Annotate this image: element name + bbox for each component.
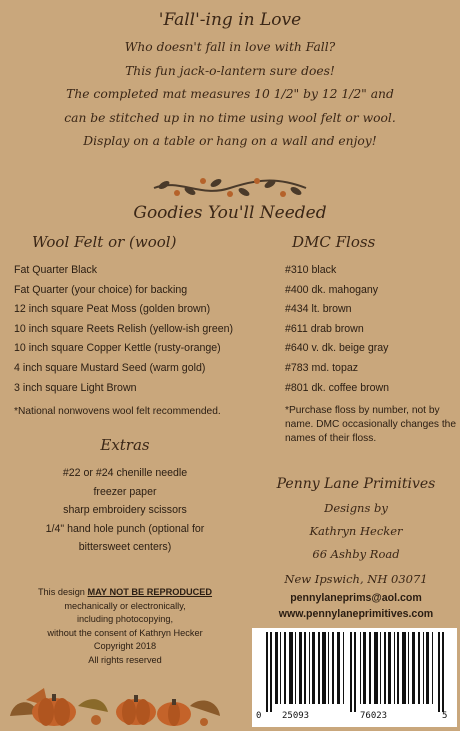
no-reproduce-warning: MAY NOT BE REPRODUCED (87, 587, 213, 597)
list-item: 10 inch square Reets Relish (yellow-ish green) (14, 322, 234, 335)
copyright-disclaimer (10, 586, 240, 667)
list-item: Fat Quarter (your choice) for backing (14, 283, 188, 296)
barcode-digit: 0 (256, 711, 262, 721)
disclaimer-line: including photocopying, (76, 614, 174, 624)
list-item: sharp embroidery scissors (63, 504, 187, 517)
disclaimer-line: Copyright 2018 (93, 641, 157, 651)
street-address: 66 Ashby Road (312, 547, 400, 561)
list-item: 4 inch square Mustard Seed (warm gold) (14, 361, 206, 374)
list-item: Fat Quarter Black (14, 264, 98, 276)
intro-line: Who doesn't fall in love with Fall? (124, 40, 336, 54)
wool-felt-heading: Wool Felt or (wool) (32, 233, 177, 251)
pattern-title: 'Fall'-ing in Love (158, 10, 302, 30)
intro-text (0, 36, 460, 154)
list-item: #400 dk. mahogany (285, 283, 379, 296)
list-item: bittersweet centers) (78, 541, 172, 554)
barcode-digits-left: 25093 (282, 711, 310, 721)
list-item: #611 drab brown (285, 322, 364, 335)
list-item: #801 dk. coffee brown (285, 381, 390, 394)
bittersweet-vine-divider (150, 176, 310, 200)
intro-line: This fun jack-o-lantern sure does! (125, 63, 335, 78)
dmc-floss-heading: DMC Floss (292, 233, 376, 251)
wool-felt-note: *National nonwovens wool felt recommended. (14, 406, 221, 417)
list-item: #310 black (285, 264, 337, 276)
floss-note: *Purchase floss by number, not by name. DMC occasionally changes the names of their floss. (285, 405, 457, 444)
intro-line: Display on a table or hang on a wall and enjoy! (83, 134, 377, 148)
intro-line: The completed mat measures 10 1/2" by 12 1/2" and (66, 87, 394, 101)
upc-barcode (252, 628, 457, 727)
barcode-digits-right: 76023 (360, 711, 388, 721)
designer-name: Kathryn Hecker (309, 524, 403, 538)
email-address: pennylaneprims@aol.com (290, 592, 422, 604)
disclaimer-line: mechanically or electronically, (64, 600, 186, 611)
barcode-bars (266, 632, 444, 712)
disclaimer-line: without the consent of Kathryn Hecker (47, 627, 203, 638)
list-item: #783 md. topaz (285, 361, 359, 374)
designs-by-label: Designs by (324, 501, 388, 515)
intro-line: can be stitched up in no time using wool felt or wool. (64, 110, 396, 125)
list-item: freezer paper (93, 485, 157, 498)
disclaimer-line: All rights reserved (88, 654, 162, 665)
list-item: 12 inch square Peat Moss (golden brown) (14, 303, 211, 316)
city-address: New Ipswich, NH 03071 (284, 572, 428, 586)
barcode-digit: 5 (442, 711, 448, 721)
wool-felt-list (14, 261, 284, 398)
pumpkin-and-leaf-illustration (4, 676, 224, 728)
website-address: www.pennylaneprimitives.com (278, 608, 434, 620)
list-item: #640 v. dk. beige gray (285, 342, 389, 355)
company-name: Penny Lane Primitives (276, 476, 436, 492)
goodies-heading: Goodies You'll Needed (133, 203, 327, 223)
list-item: #434 lt. brown (285, 303, 352, 316)
list-item: 10 inch square Copper Kettle (rusty-orange) (14, 342, 221, 355)
list-item: 1/4" hand hole punch (optional for (45, 522, 205, 535)
disclaimer-line: This design MAY NOT BE REPRODUCED (37, 587, 213, 597)
extras-heading: Extras (100, 436, 150, 454)
dmc-floss-list (285, 261, 455, 398)
list-item: 3 inch square Light Brown (14, 381, 137, 394)
list-item: #22 or #24 chenille needle (62, 467, 188, 479)
extras-list (0, 464, 250, 557)
